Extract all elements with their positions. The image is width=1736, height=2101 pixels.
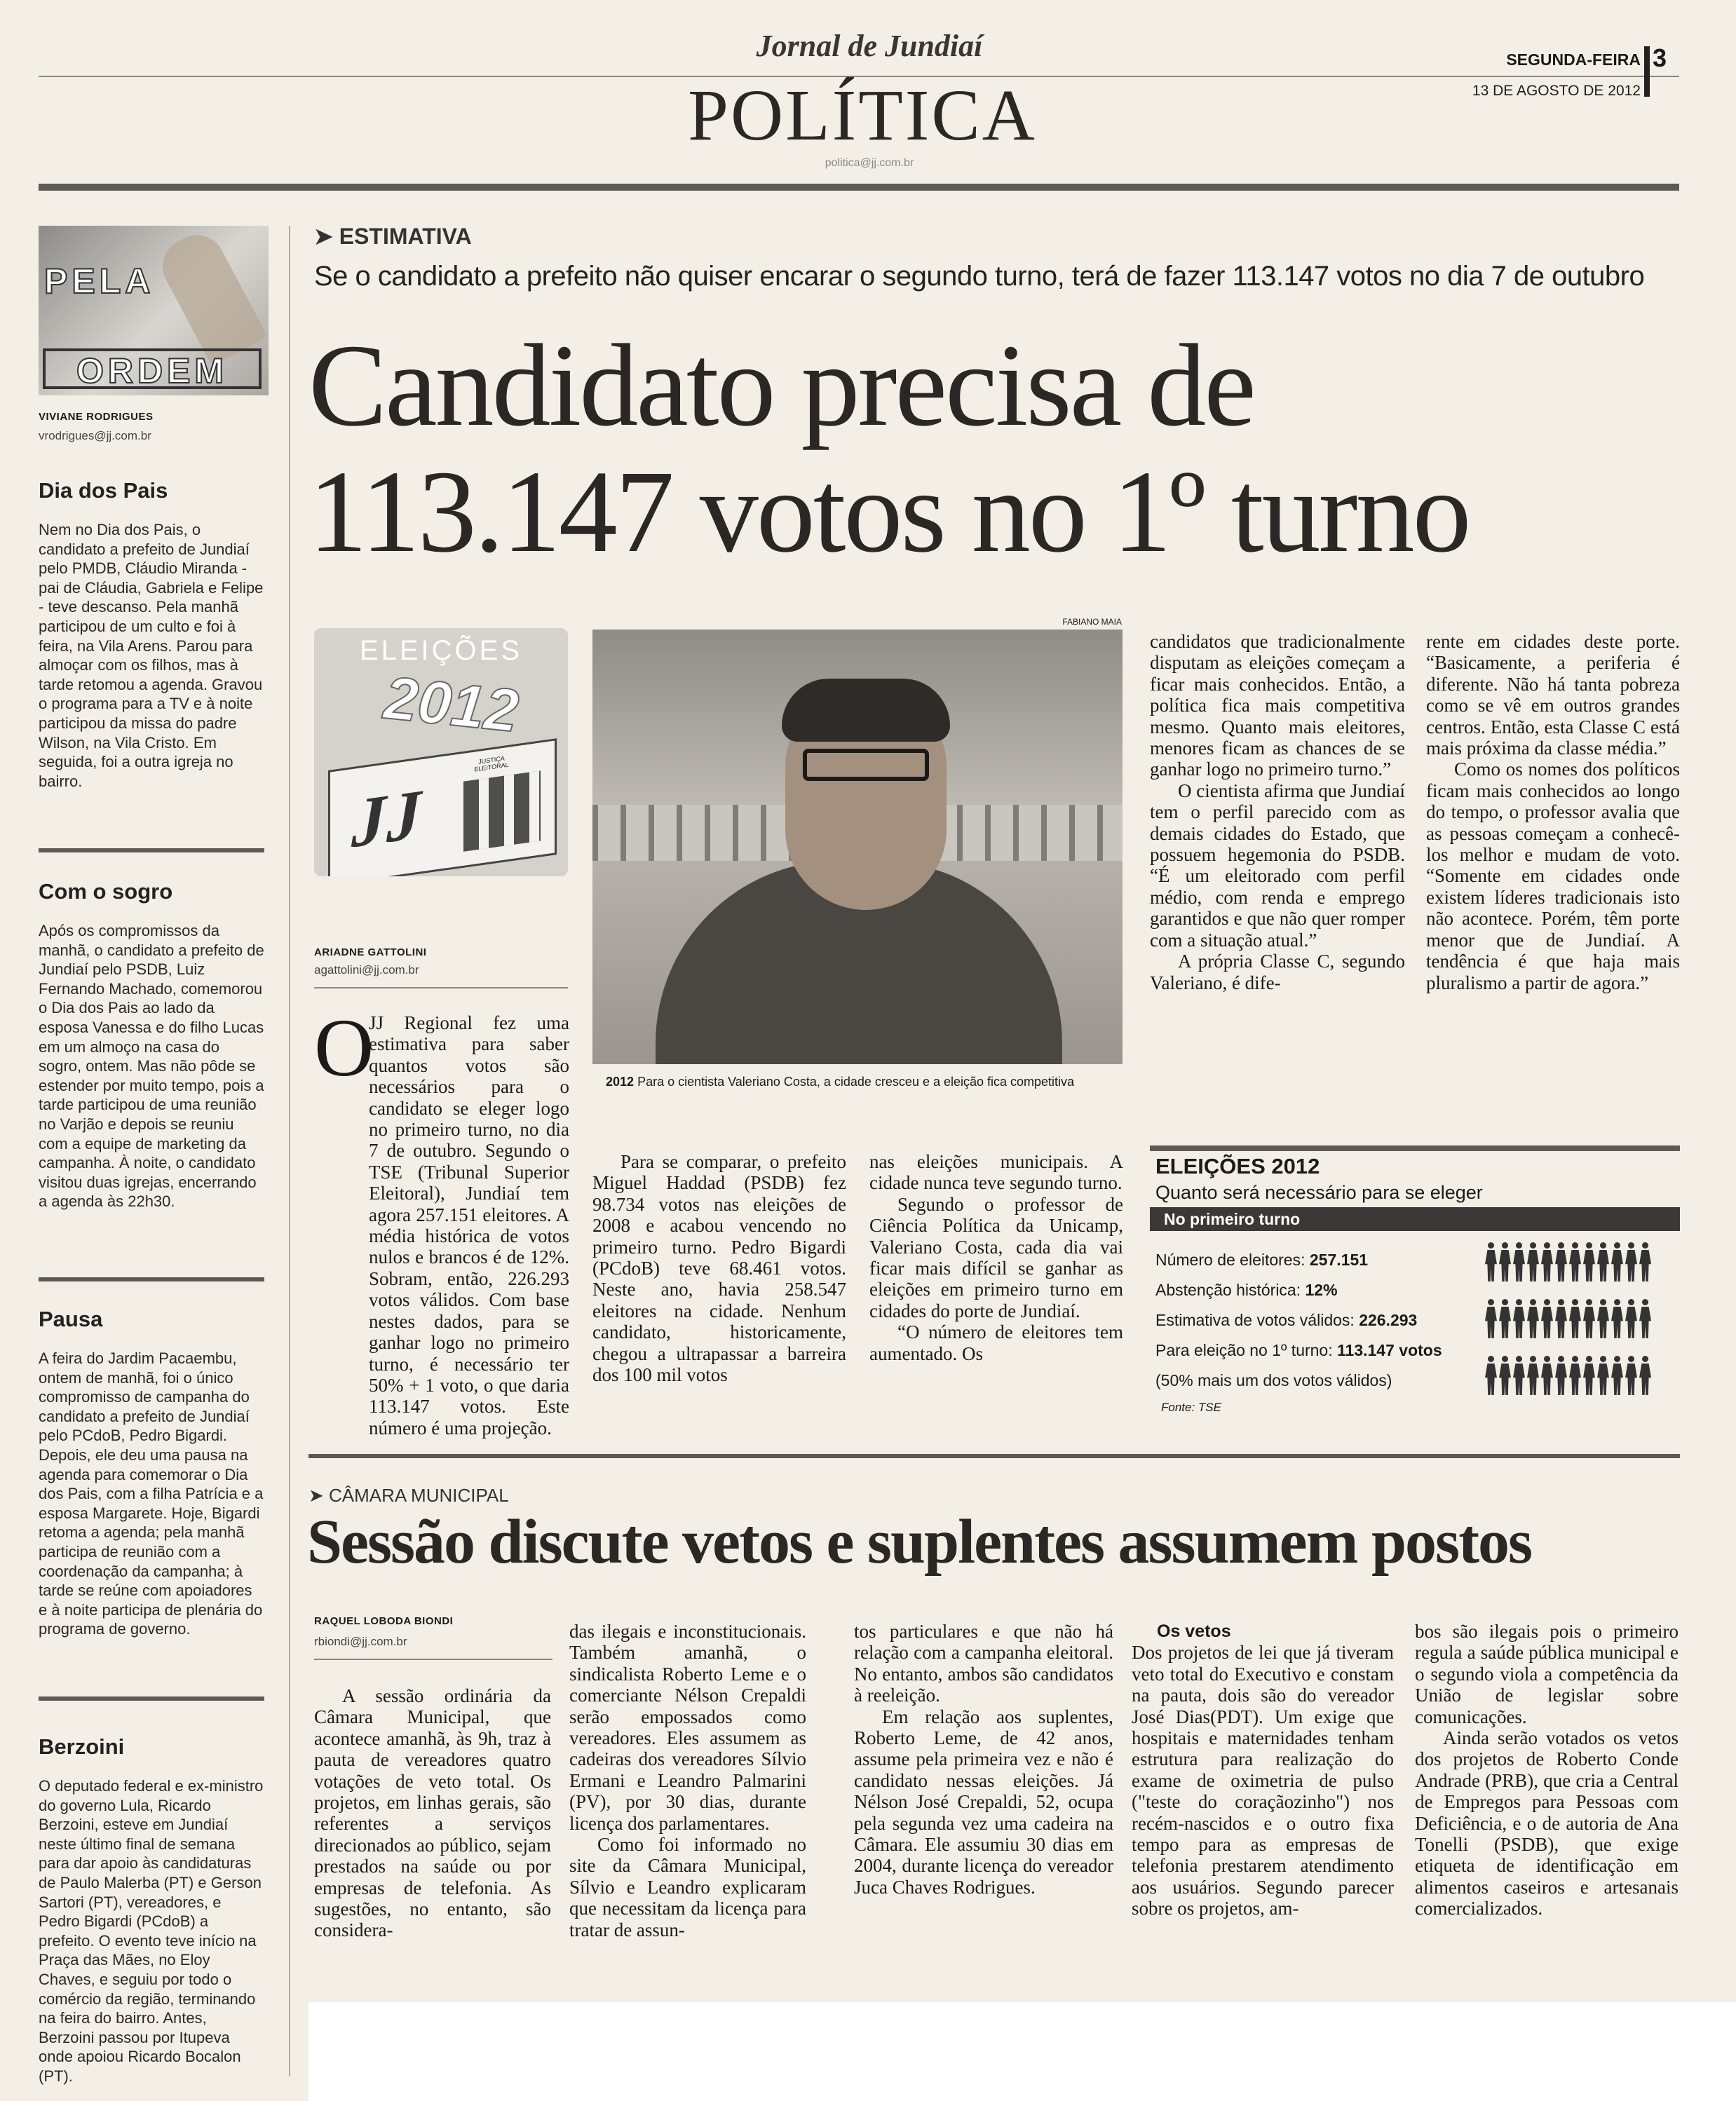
infobox-value: 257.151 xyxy=(1309,1251,1369,1269)
person-icon xyxy=(1625,1299,1637,1338)
person-icon xyxy=(1569,1299,1581,1338)
infobox-subtitle: Quanto será necessário para se eleger xyxy=(1155,1182,1483,1203)
second-col2-text: Como foi informado no site da Câmara Municipal, Sílvio e Leandro explicaram que necessitam da licença para tratar de assun- xyxy=(569,1834,806,1940)
person-icon xyxy=(1639,1299,1651,1338)
sidebar-divider xyxy=(39,1277,264,1281)
infobox-row xyxy=(1155,1275,1485,1305)
header-thick-rule xyxy=(39,184,1679,191)
infobox-row xyxy=(1155,1335,1485,1366)
person-icon xyxy=(1569,1356,1581,1395)
main-col1 xyxy=(314,1012,569,1439)
second-col3-text: Em relação aos suplentes, Roberto Leme, de 42 anos, assume pela primeira vez e não é candidato nessas eleições. Já Nélson José Crepaldi, 52, ocupa pela segunda vez uma cadeira na Câmara. Ele assumiu 30 dias em 2004, durante licença do vereador Juca Chaves Rodrigues. xyxy=(854,1706,1113,1898)
main-col3-text: Segundo o professor de Ciência Política da Unicamp, Valeriano Costa, cada dia vai ficar mais difícil se ganhar as eleições em primeiro turno em cidades do porte de Jundiaí. xyxy=(869,1193,1123,1321)
pointing-hand-icon xyxy=(153,226,268,367)
photo-caption xyxy=(606,1075,1125,1089)
second-col2 xyxy=(569,1621,806,1940)
caption-text: Para o cientista Valeriano Costa, a cidade cresceu e a eleição fica competitiva xyxy=(637,1075,1075,1089)
keypad-icon xyxy=(463,770,541,851)
person-icon xyxy=(1611,1299,1623,1338)
second-kicker xyxy=(308,1485,509,1507)
person-icon xyxy=(1625,1242,1637,1281)
main-kicker-label: ESTIMATIVA xyxy=(339,224,472,249)
second-col-rule xyxy=(314,1659,552,1660)
second-kicker-label: CÂMARA MUNICIPAL xyxy=(329,1485,509,1506)
blank-page-margin xyxy=(308,2002,1736,2101)
person-icon xyxy=(1485,1299,1497,1338)
main-headline xyxy=(308,322,1683,575)
person-icon xyxy=(1499,1356,1511,1395)
main-col3-text: nas eleições municipais. A cidade nunca teve segundo turno. xyxy=(869,1151,1123,1194)
main-col2 xyxy=(592,1151,846,1385)
logo-ordem: ORDEM xyxy=(43,348,262,389)
sidebar-divider xyxy=(39,848,264,852)
person-icon xyxy=(1513,1299,1525,1338)
sidebar-divider xyxy=(39,1697,264,1701)
person-icon xyxy=(1597,1356,1609,1395)
infobox-bar: No primeiro turno xyxy=(1150,1207,1680,1231)
main-col4 xyxy=(1150,631,1405,993)
second-col2-text: das ilegais e inconstitucionais. Também amanhã, o sindicalista Roberto Leme e o comerciante Nélson Crepaldi serão empossados como vereadores. Eles assumem as cadeiras dos vereadores Sílvio Ermani e Leandro Palmarini (PV), por 30 dias, durante licença dos parlamentares. xyxy=(569,1621,806,1834)
page-number: 3 xyxy=(1653,43,1667,72)
arrow-icon: ➤ xyxy=(314,224,333,249)
sidebar-text: Após os compromissos da manhã, o candidato a prefeito de Jundiaí pelo PSDB, Luiz Fernando Machado, comemorou o Dia dos Pais ao lado da esposa Vanessa e do filho Lucas em um almoço na casa do sogro, ontem. Mas não pôde se estender por muito tempo, pois a tarde participou de uma reunião no Varjão e depois se reuniu com a equipe de marketing da campanha. À noite, o candidato visitou duas igrejas, encerrando a agenda às 22h30. xyxy=(39,922,264,1211)
person-hair xyxy=(782,679,950,742)
sidebar-heading: Com o sogro xyxy=(39,879,173,904)
badge-year: 2012 xyxy=(381,664,522,745)
infobox-label: Abstenção histórica: xyxy=(1155,1281,1301,1299)
sidebar-text: O deputado federal e ex-ministro do governo Lula, Ricardo Berzoini, esteve em Jundiaí neste último final de semana para dar apoio às candidaturas de Paulo Malerba (PT) e Gerson Sartori (PT), vereadores, e Pedro Bigardi (PCdoB) a prefeito. O evento teve início na Praça das Mães, no Eloy Chaves, e seguiu por todo o comércio da região, terminando na feira do bairro. Antes, Berzoini passou por Itupeva onde apoiou Ricardo Bocalon (PT). xyxy=(39,1777,264,2085)
person-icon xyxy=(1611,1356,1623,1395)
main-headline-line1: Candidato precisa de xyxy=(308,320,1254,451)
page-bar xyxy=(1644,46,1650,97)
person-icon xyxy=(1499,1242,1511,1281)
person-icon xyxy=(1527,1356,1539,1395)
person-icon xyxy=(1527,1299,1539,1338)
section-divider xyxy=(308,1454,1680,1458)
person-icon xyxy=(1541,1242,1553,1281)
person-icon xyxy=(1555,1356,1567,1395)
person-icon xyxy=(1541,1299,1553,1338)
second-col1-text: A sessão ordinária da Câmara Municipal, que acontece amanhã, às 9h, traz à pauta de vereadores quatro votações de veto total. Os projetos, em linhas gerais, são referentes a serviços direcionados ao público, sejam prestados na saúde ou por empresas de telefonia. As sugestões, no entanto, são considera- xyxy=(314,1685,551,1941)
second-headline: Sessão discute vetos e suplentes assumem postos xyxy=(307,1507,1532,1577)
person-icon xyxy=(1583,1356,1595,1395)
main-subhead: Se o candidato a prefeito não quiser encarar o segundo turno, terá de fazer 113.147 votos no dia 7 de outubro xyxy=(314,261,1645,292)
person-icon xyxy=(1625,1356,1637,1395)
main-col4-text: O cientista afirma que Jundiaí tem o perfil parecido com as demais cidades do Estado, que possuem hegemonia do PSDB. “É um eleitorado com perfil médio, com renda e emprego garantidos e que não quer romper com a situação atual.” xyxy=(1150,780,1405,951)
infobox-source: Fonte: TSE xyxy=(1161,1401,1221,1414)
people-row xyxy=(1485,1242,1674,1285)
sidebar-text: Nem no Dia dos Pais, o candidato a prefeito de Jundiaí pelo PMDB, Cláudio Miranda - pai de Cláudia, Gabriela e Felipe - teve descanso. Pela manhã participou de um culto e foi à feira, na Vila Arens. Parou para almoçar com os filhos, mas à tarde retomou a agenda. Gravou o programa para a TV e à noite participou da missa do padre Wilson, na Vila Cristo. Em seguida, foi a outra igreja no bairro. xyxy=(39,521,264,790)
caption-label: 2012 xyxy=(606,1075,635,1089)
main-col5-text: rente em cidades deste porte. “Basicamente, a periferia é diferente. Não há tanta pobreza como se vê em outros grandes centros. Então, esta Classe C está mais próxima da classe média.” xyxy=(1426,631,1680,759)
person-icon xyxy=(1513,1242,1525,1281)
people-row xyxy=(1485,1356,1674,1399)
photo-credit: FABIANO MAIA xyxy=(1062,617,1122,627)
second-col4 xyxy=(1132,1621,1394,1919)
person-icon xyxy=(1527,1242,1539,1281)
sidebar-heading: Dia dos Pais xyxy=(39,478,168,503)
masthead: Jornal de Jundiaí xyxy=(756,29,983,63)
second-col5 xyxy=(1415,1621,1679,1919)
dropcap: O xyxy=(314,1002,374,1094)
main-col-rule xyxy=(314,987,568,988)
person-icon xyxy=(1513,1356,1525,1395)
main-kicker xyxy=(314,223,472,250)
person-icon xyxy=(1485,1242,1497,1281)
vetos-subhead: Os vetos xyxy=(1157,1621,1231,1641)
infobox-label: Número de eleitores: xyxy=(1155,1251,1306,1269)
logo-pela: PELA xyxy=(44,261,155,301)
infobox-value: 12% xyxy=(1305,1281,1338,1299)
main-col5-text: Como os nomes dos políticos ficam mais conhecidos ao longo do tempo, o professor avalia que as pessoas começam a conhecê-los melhor e mudam de voto. “Somente em cidades onde existem líderes tradicionais isto não acontece. Porém, têm porte menor que de Jundiaí. A tendência é que haja mais pluralismo a partir de agora.” xyxy=(1426,759,1680,993)
main-col1-text: JJ Regional fez uma estimativa para saber quantos votos são necessários para o candidato se eleger logo no primeiro turno, no dia 7 de outubro. Segundo o TSE (Tribunal Superior Eleitoral), Jundiaí tem agora 257.151 eleitores. A média histórica de votos nulos e brancos é de 12%. Sobram, então, 226.293 votos válidos. Com base nestes dados, para se ganhar logo no primeiro turno, é necessário ter 50% + 1 voto, o que daria 113.147 votos. Este número é uma projeção. xyxy=(369,1012,569,1439)
main-headline-line2: 113.147 votos no 1º turno xyxy=(308,447,1470,577)
infobox-rows xyxy=(1155,1245,1485,1396)
person-icon xyxy=(1569,1242,1581,1281)
glasses-icon xyxy=(803,749,929,781)
sidebar-author: VIVIANE RODRIGUES xyxy=(39,411,154,423)
person-icon xyxy=(1611,1242,1623,1281)
eleicoes-badge xyxy=(314,628,568,876)
infobox-value: 226.293 xyxy=(1359,1311,1418,1329)
main-author: ARIADNE GATTOLINI xyxy=(314,946,427,958)
person-icon xyxy=(1499,1299,1511,1338)
person-icon xyxy=(1583,1299,1595,1338)
second-col5-text: bos são ilegais pois o primeiro regula a saúde pública municipal e o segundo viola a competência da União de legislar sobre comunicações. xyxy=(1415,1621,1679,1727)
arrow-icon: ➤ xyxy=(308,1485,324,1506)
person-icon xyxy=(1485,1356,1497,1395)
second-col3 xyxy=(854,1621,1113,1898)
person-icon xyxy=(1639,1356,1651,1395)
section-title: POLÍTICA xyxy=(688,75,1037,156)
infobox-top-rule xyxy=(1150,1145,1680,1151)
badge-title: ELEIÇÕES xyxy=(359,635,523,666)
person-icon xyxy=(1597,1242,1609,1281)
main-col5 xyxy=(1426,631,1680,993)
person-icon xyxy=(1541,1356,1553,1395)
urn-label: JUSTIÇA ELEITORAL xyxy=(474,754,509,773)
person-icon xyxy=(1555,1299,1567,1338)
main-col3-text: “O número de eleitores tem aumentado. Os xyxy=(869,1321,1123,1364)
people-row xyxy=(1485,1299,1674,1342)
person-icon xyxy=(1639,1242,1651,1281)
main-col3 xyxy=(869,1151,1123,1364)
person-icon xyxy=(1597,1299,1609,1338)
second-col3-text: tos particulares e que não há relação com a campanha eleitoral. No entanto, ambos são candidatos à reeleição. xyxy=(854,1621,1113,1706)
sidebar-email: vrodrigues@jj.com.br xyxy=(39,429,151,442)
date: 13 DE AGOSTO DE 2012 xyxy=(1472,83,1641,99)
main-col2-text: Para se comparar, o prefeito Miguel Haddad (PSDB) fez 98.734 votos nas eleições de 2008 e acabou vencendo no primeiro turno. Pedro Bigardi (PCdoB) teve 68.461 votos. Neste ano, havia 258.547 eleitores na cidade. Nenhum candidato, historicamente, chegou a ultrapassar a barreira dos 100 mil votos xyxy=(592,1151,846,1386)
section-email: politica@jj.com.br xyxy=(825,157,914,169)
sidebar-heading: Pausa xyxy=(39,1307,103,1331)
weekday: SEGUNDA-FEIRA xyxy=(1506,50,1641,69)
second-col1 xyxy=(314,1685,551,1941)
person-icon xyxy=(1555,1242,1567,1281)
main-email: agattolini@jj.com.br xyxy=(314,963,419,977)
second-email: rbiondi@jj.com.br xyxy=(314,1635,407,1648)
sidebar-heading: Berzoini xyxy=(39,1734,125,1759)
second-author: RAQUEL LOBODA BIONDI xyxy=(314,1615,454,1627)
infobox-note: (50% mais um dos votos válidos) xyxy=(1155,1371,1392,1389)
sidebar-text: A feira do Jardim Pacaembu, ontem de manhã, foi o único compromisso de campanha do candidato a prefeito de Jundiaí pelo PCdoB, Pedro Bigardi. Depois, ele deu uma pausa na agenda para comemorar o Dia dos Pais, com a filha Patrícia e a esposa Margarete. Hoje, Bigardi retoma a agenda; pela manhã participa de reunião com a coordenação da campanha; à tarde se reúne com apoiadores e à noite participa de plenária do programa de governo. xyxy=(39,1349,264,1638)
main-col4-text: A própria Classe C, segundo Valeriano, é dife- xyxy=(1150,951,1405,993)
main-col4-text: candidatos que tradicionalmente disputam as eleições começam a ficar mais conhecidos. Então, a política fica mais competitiva mesmo. Quanto mais eleitores, menores ficam as chances de se ganhar logo no primeiro turno.” xyxy=(1150,631,1405,780)
pela-ordem-logo xyxy=(39,226,269,395)
sidebar-vertical-rule xyxy=(289,226,290,2076)
article-photo xyxy=(592,630,1123,1064)
infobox-label: Para eleição no 1º turno: xyxy=(1155,1341,1333,1359)
infobox-title: ELEIÇÕES 2012 xyxy=(1155,1154,1320,1178)
infobox-row xyxy=(1155,1305,1485,1335)
second-col4-text: Dos projetos de lei que já tiveram veto total do Executivo e constam na pauta, dois são do vereador José Dias(PDT). Um exige que hospitais e maternidades tenham estrutura para realização do exame de oximetria de pulso ("teste do coraçãozinho") nos recém-nascidos e o outro fixa tempo para as empresas de telefonia prestarem atendimento aos usuários. Segundo parecer sobre os projetos, am- xyxy=(1132,1642,1394,1919)
jj-logo-icon: JJ xyxy=(351,775,421,863)
infobox-value: 113.147 votos xyxy=(1337,1341,1442,1359)
people-icon-grid xyxy=(1485,1242,1674,1413)
ballot-box-icon xyxy=(328,738,557,876)
infobox-row xyxy=(1155,1245,1485,1275)
person-icon xyxy=(1583,1242,1595,1281)
infobox-label: Estimativa de votos válidos: xyxy=(1155,1311,1355,1329)
second-col5-text: Ainda serão votados os vetos dos projetos de Roberto Conde Andrade (PRB), que cria a Central de Empregos para Pessoas com Deficiência, e o de autoria de Ana Tonelli (PSDB), que exige etiqueta de identificação em alimentos caseiros e artesanais comercializados. xyxy=(1415,1727,1679,1919)
